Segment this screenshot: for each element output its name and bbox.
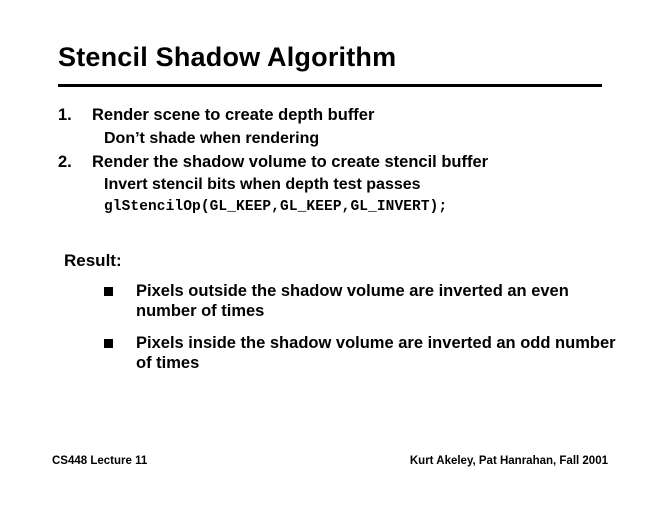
list-item-number: 2. [58, 152, 72, 171]
list-item-text: Pixels inside the shadow volume are inverted an odd number of times [136, 334, 616, 373]
list-item [58, 152, 618, 173]
page-title: Stencil Shadow Algorithm [58, 42, 397, 72]
list-item-text: Render the shadow volume to create stencil buffer [92, 152, 489, 171]
list-item-number: 1. [58, 106, 72, 124]
slide-body [58, 105, 618, 386]
title-divider [58, 84, 602, 87]
list-item-subtext: Don’t shade when rendering [104, 129, 320, 147]
footer-course-label: CS448 Lecture 11 [52, 455, 148, 467]
list-item-text: Render scene to create depth buffer [92, 106, 375, 124]
list-item-text: Pixels outside the shadow volume are inverted an even number of times [136, 282, 569, 321]
result-heading: Result: [64, 251, 122, 271]
list-item [58, 105, 618, 126]
list-item [58, 333, 618, 373]
list-item [58, 281, 618, 321]
slide-footer [0, 455, 660, 471]
list-item-subtext: Invert stencil bits when depth test passes [104, 176, 421, 194]
footer-authors-label: Kurt Akeley, Pat Hanrahan, Fall 2001 [409, 455, 608, 467]
square-bullet-icon [104, 339, 113, 348]
square-bullet-icon [104, 287, 113, 296]
code-snippet: glStencilOp(GL_KEEP,GL_KEEP,GL_INVERT); [104, 199, 448, 216]
